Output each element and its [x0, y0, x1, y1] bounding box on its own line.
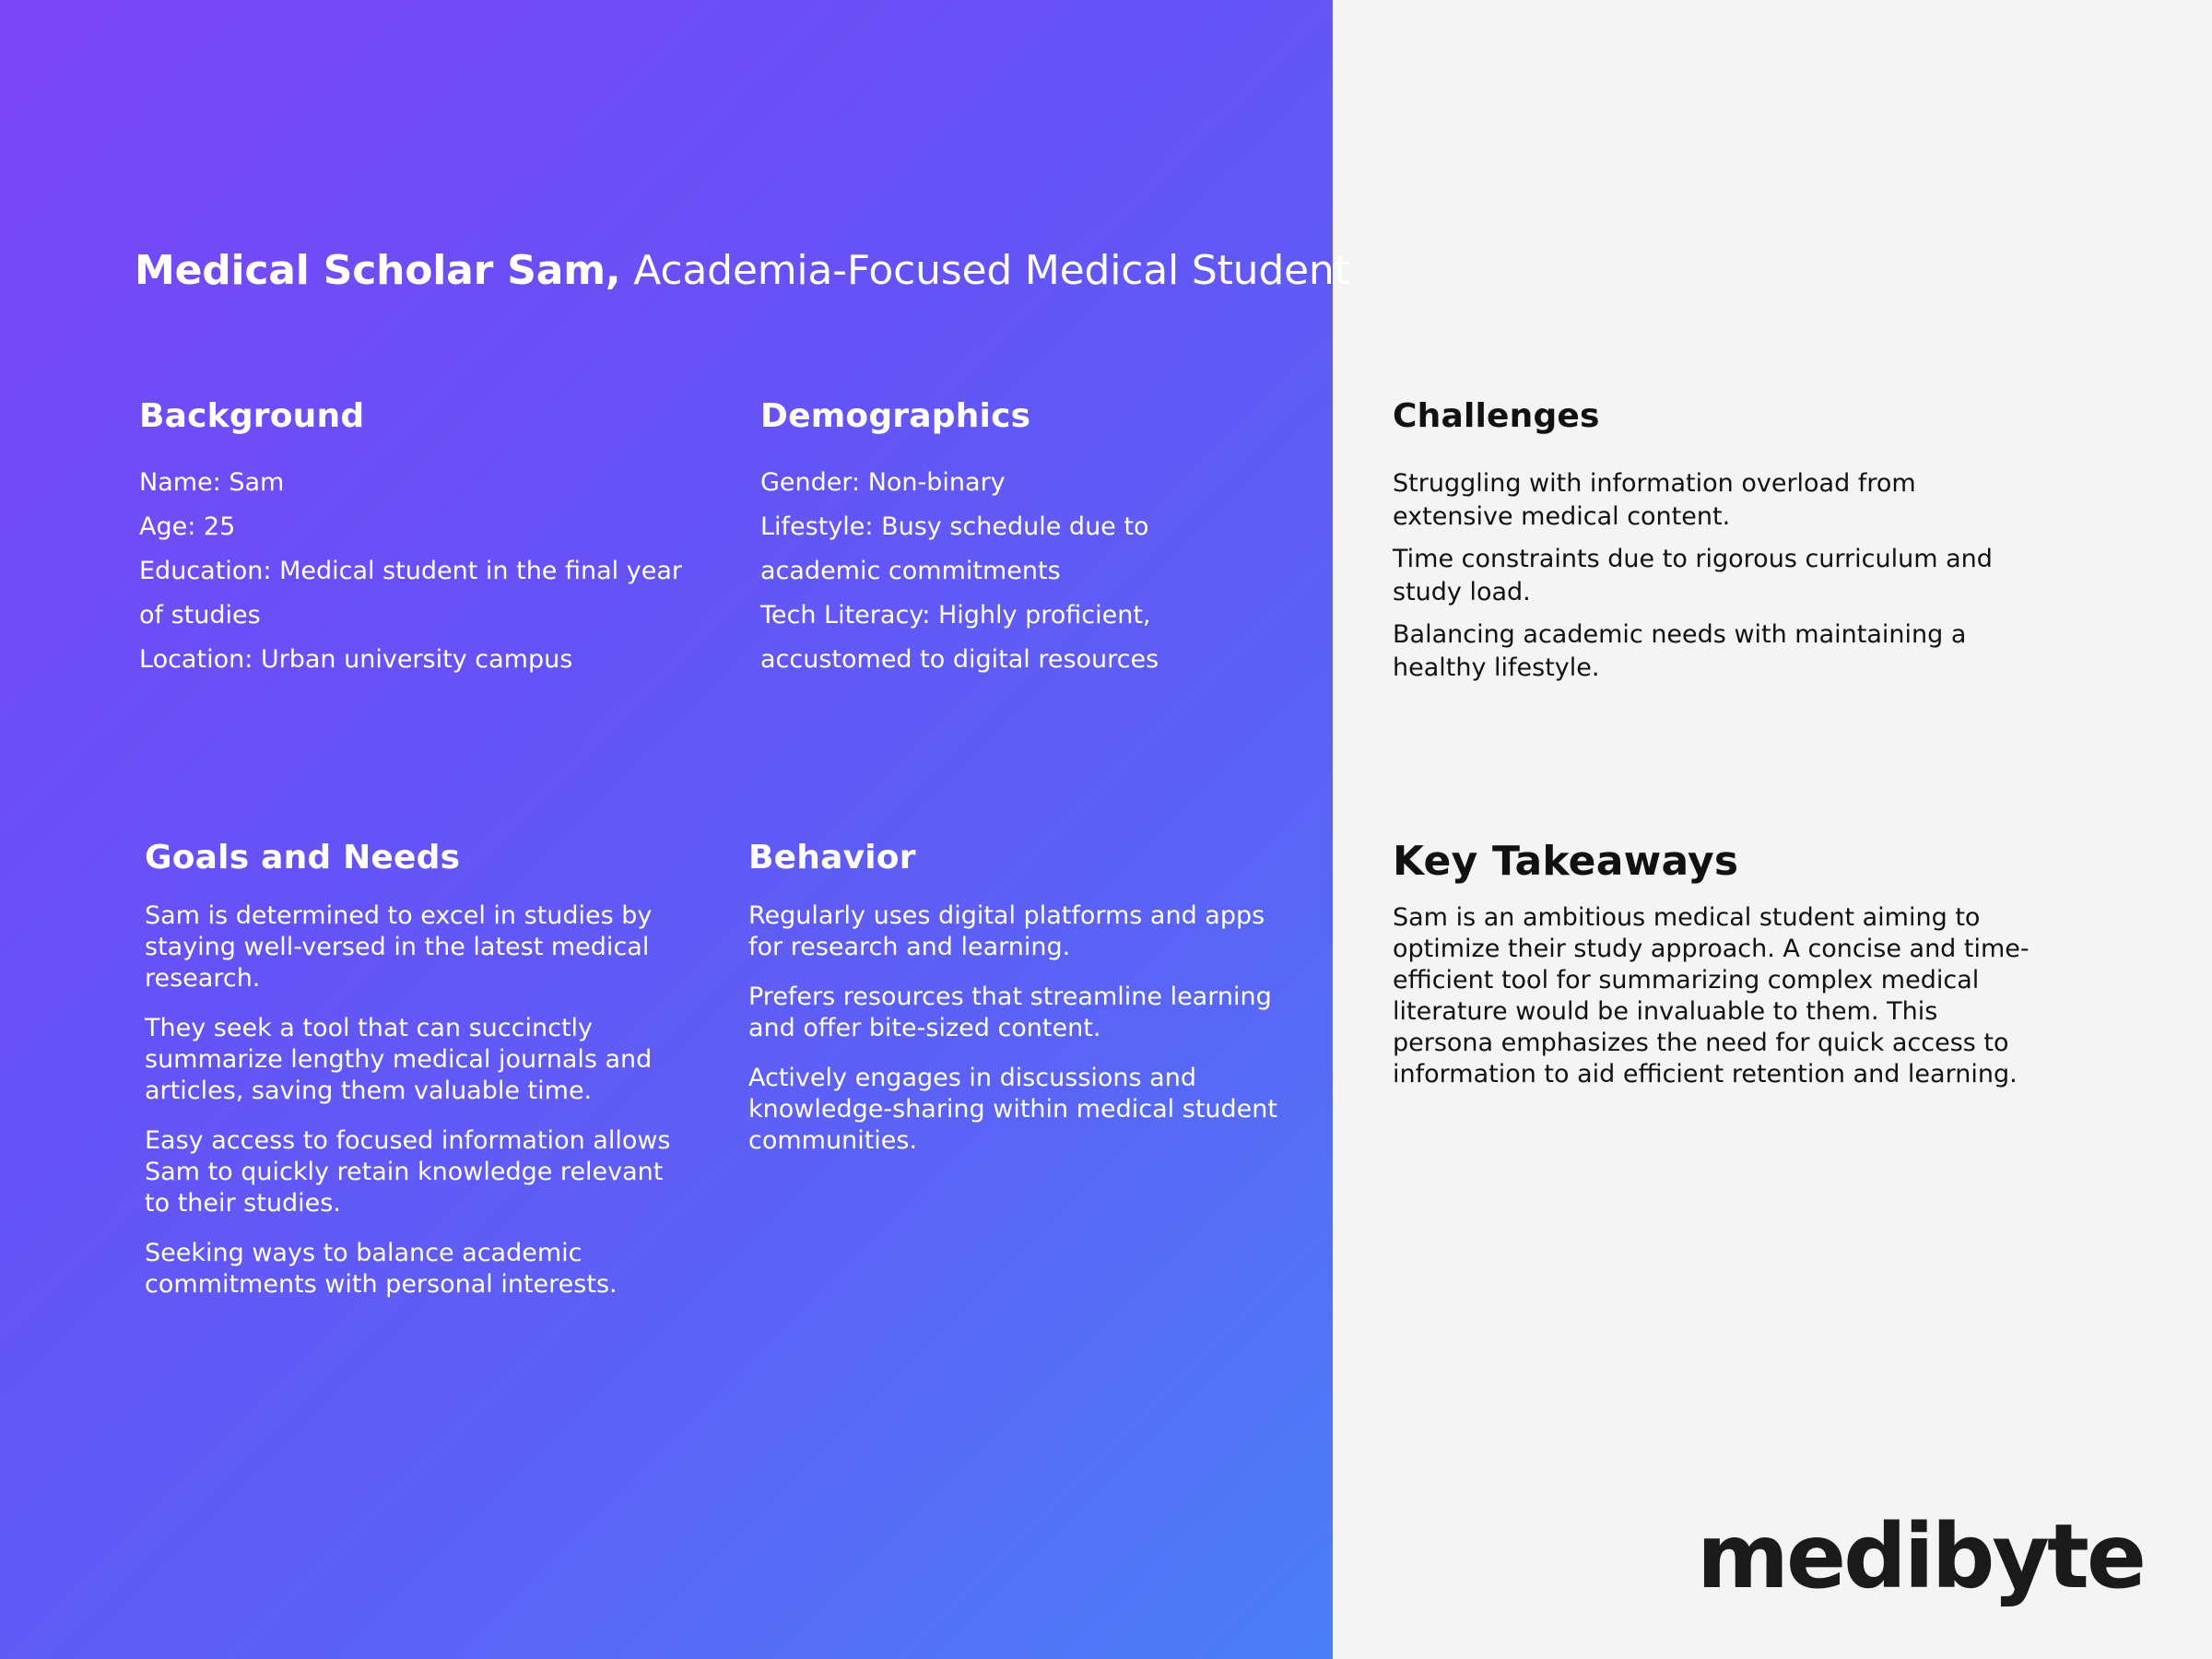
- persona-name: Medical Scholar Sam,: [135, 247, 621, 294]
- behavior-item: Regularly uses digital platforms and apps for research and learning.: [748, 901, 1265, 961]
- challenge-item: Struggling with information overload from extensive medical content.: [1393, 469, 1916, 531]
- demographics-list: [760, 461, 1277, 682]
- goals-section: [145, 836, 688, 1319]
- demographics-lifestyle: Lifestyle: Busy schedule due to academic commitments: [760, 512, 1149, 585]
- light-panel: [1333, 0, 2212, 1659]
- persona-title: [135, 243, 1350, 299]
- goal-item: Seeking ways to balance academic commitments with personal interests.: [145, 1239, 618, 1299]
- behavior-item: Actively engages in discussions and knowledge-sharing within medical student communities.: [748, 1064, 1277, 1155]
- challenge-item: Time constraints due to rigorous curriculum and study load.: [1393, 545, 1993, 606]
- background-list: [139, 461, 692, 682]
- behavior-item: Prefers resources that streamline learning and offer bite-sized content.: [748, 982, 1272, 1042]
- demographics-tech-literacy: Tech Literacy: Highly proficient, accustomed to digital resources: [760, 601, 1159, 674]
- background-heading: Background: [139, 397, 365, 435]
- challenges-list: [1393, 467, 2038, 685]
- persona-role: Academia-Focused Medical Student: [633, 247, 1350, 294]
- goal-item: Sam is determined to excel in studies by staying well-versed in the latest medical research.: [145, 901, 653, 993]
- goals-list: [145, 900, 688, 1300]
- challenges-section: [1393, 394, 2038, 694]
- behavior-list: [748, 900, 1301, 1157]
- background-age: Age: 25: [139, 512, 236, 541]
- behavior-section: [748, 836, 1301, 1175]
- behavior-heading: Behavior: [748, 839, 916, 877]
- demographics-gender: Gender: Non-binary: [760, 468, 1006, 497]
- medibyte-logo: medibyte: [1696, 1505, 2144, 1608]
- background-name: Name: Sam: [139, 468, 285, 497]
- demographics-heading: Demographics: [760, 397, 1031, 435]
- goal-item: Easy access to focused information allows Sam to quickly retain knowledge relevant to their studies.: [145, 1126, 671, 1218]
- key-takeaways-section: [1393, 836, 2038, 1090]
- takeaways-body: [1393, 902, 2038, 1090]
- goal-item: They seek a tool that can succinctly summarize lengthy medical journals and articles, saving them valuable time.: [145, 1014, 653, 1105]
- takeaways-text: Sam is an ambitious medical student aiming to optimize their study approach. A concise and time-efficient tool for summarizing complex medical literature would be invaluable to them. This persona emphasizes the need for quick access to information to aid efficient retention and learning.: [1393, 903, 2030, 1088]
- challenge-item: Balancing academic needs with maintaining a healthy lifestyle.: [1393, 620, 1967, 682]
- background-location: Location: Urban university campus: [139, 645, 573, 674]
- goals-heading: Goals and Needs: [145, 839, 461, 877]
- challenges-heading: Challenges: [1393, 397, 1600, 435]
- demographics-section: [760, 394, 1277, 682]
- background-education: Education: Medical student in the final year of studies: [139, 557, 682, 629]
- background-section: [139, 394, 692, 682]
- takeaways-heading: Key Takeaways: [1393, 838, 1739, 885]
